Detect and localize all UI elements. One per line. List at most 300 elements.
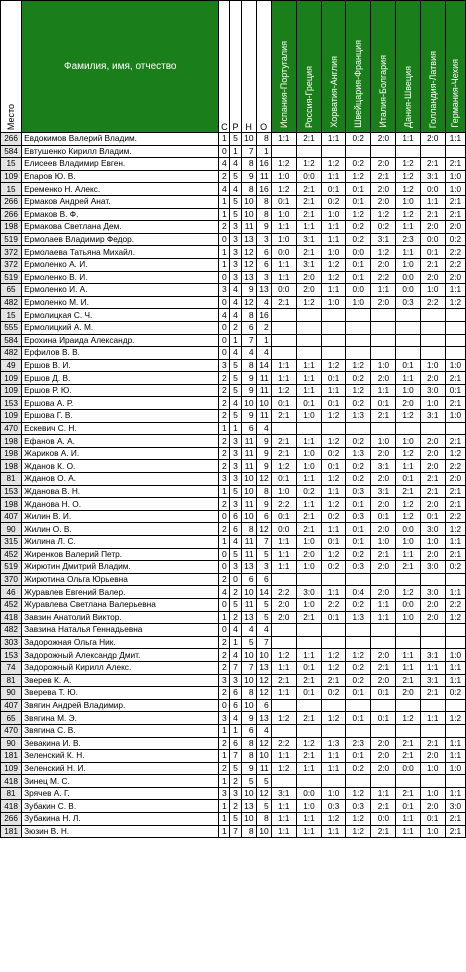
score-cell	[296, 636, 321, 649]
score-cell: 0:1	[271, 473, 296, 486]
p-cell: 4	[230, 296, 241, 309]
score-cell: 0:2	[346, 397, 371, 410]
score-cell: 2:0	[371, 158, 396, 171]
table-row	[1, 309, 466, 322]
n-cell: 11	[241, 498, 256, 511]
p-cell: 3	[230, 221, 241, 234]
n-cell: 13	[241, 561, 256, 574]
n-cell: 6	[241, 422, 256, 435]
score-cell: 0:2	[346, 674, 371, 687]
table-row	[1, 775, 466, 788]
score-cell: 0:1	[420, 813, 445, 826]
name-cell: Зверева Т. Ю.	[22, 687, 219, 700]
score-cell	[346, 347, 371, 360]
place-cell: 109	[1, 372, 22, 385]
o-cell: 6	[256, 246, 271, 259]
score-cell	[346, 775, 371, 788]
c-cell: 2	[219, 397, 230, 410]
p-cell: 5	[230, 410, 241, 423]
score-cell: 2:1	[445, 435, 465, 448]
score-cell	[271, 699, 296, 712]
n-cell: 11	[241, 435, 256, 448]
score-cell: 1:1	[271, 750, 296, 763]
n-cell: 5	[241, 636, 256, 649]
score-cell: 3:1	[371, 233, 396, 246]
n-cell: 6	[241, 724, 256, 737]
score-cell: 1:0	[296, 460, 321, 473]
name-cell: Жданова В. Н.	[22, 485, 219, 498]
score-cell: 3:1	[296, 258, 321, 271]
score-cell	[371, 334, 396, 347]
score-cell: 1:1	[271, 687, 296, 700]
score-cell: 1:1	[271, 221, 296, 234]
place-cell: 303	[1, 636, 22, 649]
score-cell: 1:1	[371, 384, 396, 397]
place-cell: 181	[1, 825, 22, 838]
name-cell: Зевакина И. В.	[22, 737, 219, 750]
score-cell	[346, 724, 371, 737]
score-cell: 0:0	[271, 284, 296, 297]
p-cell: 5	[230, 372, 241, 385]
score-cell	[271, 573, 296, 586]
score-cell: 0:3	[346, 800, 371, 813]
c-cell: 0	[219, 296, 230, 309]
o-cell: 9	[256, 221, 271, 234]
score-cell: 0:0	[396, 523, 420, 536]
place-cell: 109	[1, 384, 22, 397]
score-cell: 1:0	[445, 170, 465, 183]
score-cell	[271, 422, 296, 435]
score-cell: 0:1	[396, 359, 420, 372]
game-header: Россия-Греция	[296, 1, 321, 133]
score-cell	[420, 573, 445, 586]
score-cell: 1:2	[346, 787, 371, 800]
o-cell: 7	[256, 636, 271, 649]
score-cell: 2:3	[396, 233, 420, 246]
table-row	[1, 347, 466, 360]
table-row	[1, 208, 466, 221]
place-cell: 482	[1, 624, 22, 637]
score-cell	[396, 422, 420, 435]
c-cell: 3	[219, 712, 230, 725]
n-cell: 7	[241, 145, 256, 158]
score-cell	[271, 309, 296, 322]
c-cell: 0	[219, 561, 230, 574]
score-cell: 2:1	[271, 435, 296, 448]
table-row	[1, 158, 466, 171]
o-cell: 9	[256, 447, 271, 460]
score-cell: 2:1	[445, 208, 465, 221]
place-cell: 65	[1, 284, 22, 297]
score-cell: 2:2	[322, 598, 346, 611]
n-cell: 10	[241, 586, 256, 599]
score-cell	[322, 334, 346, 347]
name-cell: Ермакова Светлана Дем.	[22, 221, 219, 234]
score-cell: 2:0	[420, 750, 445, 763]
score-cell: 0:2	[322, 561, 346, 574]
table-row	[1, 498, 466, 511]
table-row	[1, 674, 466, 687]
score-cell	[371, 724, 396, 737]
game-header: Испания-Португалия	[271, 1, 296, 133]
place-cell: 482	[1, 296, 22, 309]
score-cell	[322, 775, 346, 788]
score-cell	[371, 775, 396, 788]
score-cell	[322, 321, 346, 334]
c-cell: 2	[219, 447, 230, 460]
score-cell: 1:1	[396, 460, 420, 473]
table-row	[1, 359, 466, 372]
place-header: Место	[1, 1, 22, 133]
c-cell: 0	[219, 233, 230, 246]
table-row	[1, 800, 466, 813]
place-cell: 315	[1, 536, 22, 549]
score-cell: 3:1	[420, 649, 445, 662]
p-cell: 5	[230, 359, 241, 372]
score-cell: 1:2	[396, 208, 420, 221]
table-row	[1, 133, 466, 146]
c-cell: 1	[219, 258, 230, 271]
score-cell: 0:1	[346, 271, 371, 284]
score-cell: 1:2	[296, 737, 321, 750]
score-cell: 2:0	[371, 498, 396, 511]
score-cell: 0:0	[271, 523, 296, 536]
score-cell: 2:0	[371, 649, 396, 662]
n-cell: 9	[241, 762, 256, 775]
score-cell: 0:0	[371, 813, 396, 826]
o-cell: 12	[256, 523, 271, 536]
score-cell: 0:2	[346, 435, 371, 448]
score-cell: 1:1	[271, 548, 296, 561]
place-cell: 372	[1, 258, 22, 271]
score-cell: 2:0	[420, 221, 445, 234]
score-cell: 1:1	[296, 372, 321, 385]
score-cell: 1:2	[322, 649, 346, 662]
score-cell: 0:3	[346, 561, 371, 574]
c-cell: 1	[219, 775, 230, 788]
table-row	[1, 510, 466, 523]
score-cell	[296, 347, 321, 360]
n-cell: 11	[241, 447, 256, 460]
score-cell: 0:1	[396, 473, 420, 486]
place-cell: 266	[1, 208, 22, 221]
p-cell: 3	[230, 447, 241, 460]
place-cell: 15	[1, 183, 22, 196]
score-cell: 1:0	[445, 410, 465, 423]
score-cell	[296, 699, 321, 712]
name-cell: Жариков А. И.	[22, 447, 219, 460]
table-row	[1, 573, 466, 586]
p-cell: 5	[230, 133, 241, 146]
score-cell: 2:0	[371, 133, 396, 146]
score-cell	[420, 699, 445, 712]
c-cell: 2	[219, 573, 230, 586]
n-cell: 11	[241, 221, 256, 234]
c-cell: 0	[219, 321, 230, 334]
c-cell: 1	[219, 422, 230, 435]
game-header: Швейцария-Франция	[346, 1, 371, 133]
score-cell	[346, 145, 371, 158]
score-cell: 1:0	[420, 536, 445, 549]
c-cell: 1	[219, 133, 230, 146]
o-cell: 8	[256, 813, 271, 826]
score-cell: 0:1	[346, 195, 371, 208]
n-cell: 8	[241, 737, 256, 750]
name-cell: Еременко Н. Алекс.	[22, 183, 219, 196]
score-cell	[396, 699, 420, 712]
score-cell: 2:1	[420, 208, 445, 221]
score-cell	[445, 775, 465, 788]
score-cell: 1:1	[371, 284, 396, 297]
name-cell: Журавлева Светлана Валерьевна	[22, 598, 219, 611]
score-cell: 1:0	[296, 410, 321, 423]
n-cell: 11	[241, 548, 256, 561]
score-cell: 2:0	[296, 284, 321, 297]
score-cell: 1:1	[396, 649, 420, 662]
score-cell: 1:0	[371, 359, 396, 372]
c-cell: 2	[219, 410, 230, 423]
score-cell: 2:1	[296, 712, 321, 725]
table-row	[1, 825, 466, 838]
score-cell: 3:0	[296, 586, 321, 599]
o-cell: 13	[256, 712, 271, 725]
table-row	[1, 536, 466, 549]
score-cell: 0:1	[296, 397, 321, 410]
score-cell: 0:0	[396, 598, 420, 611]
score-cell: 1:1	[296, 762, 321, 775]
n-cell: 9	[241, 712, 256, 725]
place-cell: 418	[1, 611, 22, 624]
n-cell: 6	[241, 573, 256, 586]
n-cell: 10	[241, 649, 256, 662]
game-header: Голландия-Латвия	[420, 1, 445, 133]
place-cell: 81	[1, 674, 22, 687]
score-cell: 1:2	[371, 246, 396, 259]
score-cell: 2:1	[445, 485, 465, 498]
n-cell: 9	[241, 410, 256, 423]
score-cell: 1:1	[445, 133, 465, 146]
score-cell	[322, 699, 346, 712]
o-cell: 1	[256, 145, 271, 158]
score-cell: 2:2	[445, 258, 465, 271]
score-cell: 1:1	[322, 825, 346, 838]
c-cell: 4	[219, 586, 230, 599]
score-cell: 1:1	[445, 661, 465, 674]
score-cell	[322, 724, 346, 737]
p-cell: 2	[230, 775, 241, 788]
table-body	[1, 133, 466, 838]
score-cell: 1:0	[445, 183, 465, 196]
score-cell	[346, 422, 371, 435]
o-header: О	[256, 1, 271, 133]
score-cell	[420, 309, 445, 322]
score-cell: 2:1	[396, 485, 420, 498]
name-cell: Зрячев А. Г.	[22, 787, 219, 800]
p-cell: 4	[230, 309, 241, 322]
score-cell: 3:0	[420, 561, 445, 574]
score-cell: 2:2	[445, 598, 465, 611]
table-row	[1, 750, 466, 763]
name-cell: Жданов К. О.	[22, 460, 219, 473]
c-cell: 3	[219, 674, 230, 687]
score-cell: 0:2	[322, 447, 346, 460]
score-cell: 2:2	[371, 271, 396, 284]
n-cell: 13	[241, 800, 256, 813]
table-row	[1, 410, 466, 423]
score-cell: 2:1	[420, 258, 445, 271]
score-cell	[322, 422, 346, 435]
n-cell: 10	[241, 813, 256, 826]
place-cell: 452	[1, 548, 22, 561]
c-cell: 2	[219, 636, 230, 649]
place-cell: 198	[1, 460, 22, 473]
n-cell: 9	[241, 372, 256, 385]
score-cell: 2:2	[271, 737, 296, 750]
table-row	[1, 372, 466, 385]
score-cell: 0:1	[420, 510, 445, 523]
score-cell: 2:2	[445, 246, 465, 259]
table-row	[1, 284, 466, 297]
table-row	[1, 624, 466, 637]
score-cell: 1:1	[296, 498, 321, 511]
n-cell: 8	[241, 750, 256, 763]
score-cell	[445, 636, 465, 649]
n-cell: 10	[241, 510, 256, 523]
name-cell: Ермолаева Татьяна Михайл.	[22, 246, 219, 259]
p-cell: 6	[230, 699, 241, 712]
score-cell: 1:2	[396, 158, 420, 171]
score-cell: 1:2	[296, 296, 321, 309]
p-cell: 7	[230, 750, 241, 763]
place-cell: 46	[1, 586, 22, 599]
score-cell: 0:1	[445, 384, 465, 397]
score-cell	[371, 309, 396, 322]
score-cell: 1:0	[420, 359, 445, 372]
c-cell: 2	[219, 372, 230, 385]
table-row	[1, 246, 466, 259]
score-cell: 0:2	[346, 548, 371, 561]
score-cell	[420, 347, 445, 360]
score-cell: 3:1	[371, 485, 396, 498]
score-cell	[371, 422, 396, 435]
p-cell: 3	[230, 473, 241, 486]
score-cell: 2:0	[445, 221, 465, 234]
c-cell: 1	[219, 208, 230, 221]
o-cell: 10	[256, 397, 271, 410]
table-row	[1, 737, 466, 750]
score-cell: 1:0	[346, 296, 371, 309]
score-cell: 0:2	[346, 133, 371, 146]
name-cell: Евдокимов Валерий Владим.	[22, 133, 219, 146]
place-cell: 519	[1, 271, 22, 284]
c-cell: 3	[219, 284, 230, 297]
score-cell: 2:1	[296, 195, 321, 208]
score-cell: 2:1	[271, 296, 296, 309]
p-cell: 5	[230, 548, 241, 561]
name-cell: Жилин О. В.	[22, 523, 219, 536]
o-cell: 10	[256, 825, 271, 838]
score-cell: 2:0	[371, 258, 396, 271]
c-cell: 0	[219, 598, 230, 611]
name-cell: Ерохина Ираида Александр.	[22, 334, 219, 347]
p-cell: 3	[230, 271, 241, 284]
table-row	[1, 649, 466, 662]
place-cell: 49	[1, 359, 22, 372]
n-header: Н	[241, 1, 256, 133]
n-cell: 8	[241, 158, 256, 171]
place-cell: 198	[1, 447, 22, 460]
score-cell: 1:1	[271, 133, 296, 146]
name-cell: Зюзин В. Н.	[22, 825, 219, 838]
score-cell: 0:2	[346, 598, 371, 611]
name-cell: Ермоленко В. И.	[22, 271, 219, 284]
n-cell: 8	[241, 687, 256, 700]
score-cell: 1:1	[271, 800, 296, 813]
score-cell: 2:0	[296, 548, 321, 561]
score-cell: 2:1	[445, 397, 465, 410]
score-cell	[271, 775, 296, 788]
score-cell: 0:2	[322, 510, 346, 523]
o-cell: 12	[256, 674, 271, 687]
score-cell: 2:0	[420, 800, 445, 813]
place-cell: 15	[1, 158, 22, 171]
score-cell	[445, 347, 465, 360]
score-cell: 1:2	[322, 548, 346, 561]
score-cell: 1:0	[420, 762, 445, 775]
n-cell: 12	[241, 246, 256, 259]
o-cell: 5	[256, 598, 271, 611]
score-cell: 0:1	[271, 397, 296, 410]
score-cell	[396, 145, 420, 158]
score-cell: 0:1	[346, 712, 371, 725]
n-cell: 13	[241, 233, 256, 246]
score-cell: 1:2	[445, 712, 465, 725]
score-cell: 0:2	[346, 460, 371, 473]
c-cell: 2	[219, 384, 230, 397]
table-row	[1, 271, 466, 284]
p-cell: 4	[230, 649, 241, 662]
score-cell: 2:0	[420, 548, 445, 561]
score-cell: 2:0	[420, 460, 445, 473]
score-cell: 0:1	[371, 510, 396, 523]
score-cell: 2:2	[271, 586, 296, 599]
p-cell: 2	[230, 611, 241, 624]
score-cell	[346, 321, 371, 334]
score-cell: 1:1	[322, 485, 346, 498]
score-cell: 0:1	[346, 750, 371, 763]
score-cell: 1:2	[396, 586, 420, 599]
c-cell: 1	[219, 611, 230, 624]
place-cell: 407	[1, 510, 22, 523]
p-cell: 4	[230, 712, 241, 725]
table-row	[1, 561, 466, 574]
o-cell: 9	[256, 435, 271, 448]
name-cell: Завзина Наталья Геннадьевна	[22, 624, 219, 637]
table-row	[1, 384, 466, 397]
score-cell: 1:0	[296, 447, 321, 460]
o-cell: 7	[256, 536, 271, 549]
score-cell: 1:2	[322, 498, 346, 511]
p-cell: 3	[230, 233, 241, 246]
score-cell: 2:0	[371, 674, 396, 687]
score-cell: 1:1	[445, 750, 465, 763]
score-cell: 1:2	[322, 410, 346, 423]
score-cell: 0:2	[322, 195, 346, 208]
score-cell: 1:2	[271, 183, 296, 196]
score-cell: 0:1	[346, 536, 371, 549]
score-cell: 0:1	[271, 195, 296, 208]
score-cell	[322, 145, 346, 158]
